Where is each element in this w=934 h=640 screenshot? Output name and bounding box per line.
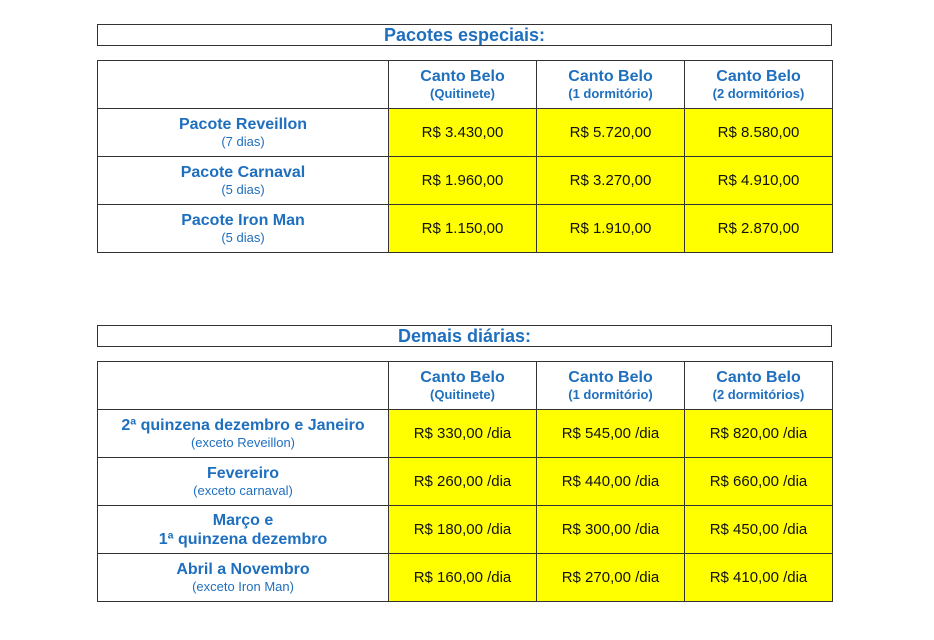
price-cell: R$ 820,00 /dia	[685, 410, 833, 458]
column-header-quitinete	[389, 362, 537, 410]
row-sublabel: (5 dias)	[221, 230, 265, 245]
column-header-sub: (Quitinete)	[430, 86, 495, 101]
price-cell: R$ 330,00 /dia	[389, 410, 537, 458]
price-cell: R$ 3.270,00	[537, 157, 685, 205]
price-cell: R$ 2.870,00	[685, 205, 833, 253]
column-header-1-dormitorio	[537, 362, 685, 410]
row-sublabel: (5 dias)	[221, 182, 265, 197]
table-row	[98, 506, 833, 554]
row-label-line2: 1ª quinzena dezembro	[158, 530, 328, 548]
special-packages-table	[97, 60, 833, 253]
column-header-name: Canto Belo	[568, 68, 653, 85]
table-row	[98, 109, 833, 157]
empty-corner-cell	[98, 61, 389, 109]
column-header-name: Canto Belo	[568, 369, 653, 386]
price-cell: R$ 440,00 /dia	[537, 458, 685, 506]
row-sublabel: (7 dias)	[221, 134, 265, 149]
row-label: Fevereiro	[206, 465, 280, 482]
row-label: Abril a Novembro	[176, 561, 310, 578]
row-label: 2ª quinzena dezembro e Janeiro	[121, 417, 365, 434]
row-sublabel: (exceto Reveillon)	[190, 435, 296, 450]
column-header-quitinete	[389, 61, 537, 109]
row-header	[98, 109, 389, 157]
column-header-sub: (2 dormitórios)	[712, 86, 805, 101]
column-header-sub: (Quitinete)	[430, 387, 495, 402]
price-cell: R$ 3.430,00	[389, 109, 537, 157]
column-header-sub: (2 dormitórios)	[712, 387, 805, 402]
price-cell: R$ 450,00 /dia	[685, 506, 833, 554]
price-cell: R$ 410,00 /dia	[685, 554, 833, 602]
column-header-name: Canto Belo	[716, 68, 801, 85]
price-cell: R$ 180,00 /dia	[389, 506, 537, 554]
price-cell: R$ 660,00 /dia	[685, 458, 833, 506]
table-header-row	[98, 362, 833, 410]
table-row	[98, 458, 833, 506]
price-cell: R$ 1.960,00	[389, 157, 537, 205]
price-cell: R$ 1.150,00	[389, 205, 537, 253]
row-sublabel: (exceto carnaval)	[193, 483, 293, 498]
row-label: Pacote Reveillon	[178, 116, 308, 133]
price-cell: R$ 8.580,00	[685, 109, 833, 157]
table-row	[98, 205, 833, 253]
daily-rates-title: Demais diárias:	[97, 325, 832, 347]
row-header	[98, 157, 389, 205]
price-cell: R$ 160,00 /dia	[389, 554, 537, 602]
column-header-name: Canto Belo	[716, 369, 801, 386]
empty-corner-cell	[98, 362, 389, 410]
row-header	[98, 506, 389, 554]
table-row	[98, 554, 833, 602]
price-cell: R$ 4.910,00	[685, 157, 833, 205]
row-label: Pacote Carnaval	[180, 164, 306, 181]
row-label: Pacote Iron Man	[181, 212, 305, 229]
price-cell: R$ 270,00 /dia	[537, 554, 685, 602]
price-cell: R$ 5.720,00	[537, 109, 685, 157]
special-packages-title: Pacotes especiais:	[97, 24, 832, 46]
table-row	[98, 157, 833, 205]
column-header-2-dormitorios	[685, 362, 833, 410]
price-cell: R$ 260,00 /dia	[389, 458, 537, 506]
row-sublabel: (exceto Iron Man)	[192, 579, 294, 594]
row-header	[98, 458, 389, 506]
table-row	[98, 410, 833, 458]
column-header-sub: (1 dormitório)	[568, 387, 653, 402]
column-header-2-dormitorios	[685, 61, 833, 109]
row-header	[98, 410, 389, 458]
row-header	[98, 554, 389, 602]
row-header	[98, 205, 389, 253]
table-header-row	[98, 61, 833, 109]
column-header-sub: (1 dormitório)	[568, 86, 653, 101]
row-label: Março e	[212, 511, 274, 529]
daily-rates-table	[97, 361, 833, 602]
column-header-name: Canto Belo	[420, 68, 505, 85]
price-cell: R$ 1.910,00	[537, 205, 685, 253]
price-cell: R$ 300,00 /dia	[537, 506, 685, 554]
price-cell: R$ 545,00 /dia	[537, 410, 685, 458]
column-header-name: Canto Belo	[420, 369, 505, 386]
column-header-1-dormitorio	[537, 61, 685, 109]
